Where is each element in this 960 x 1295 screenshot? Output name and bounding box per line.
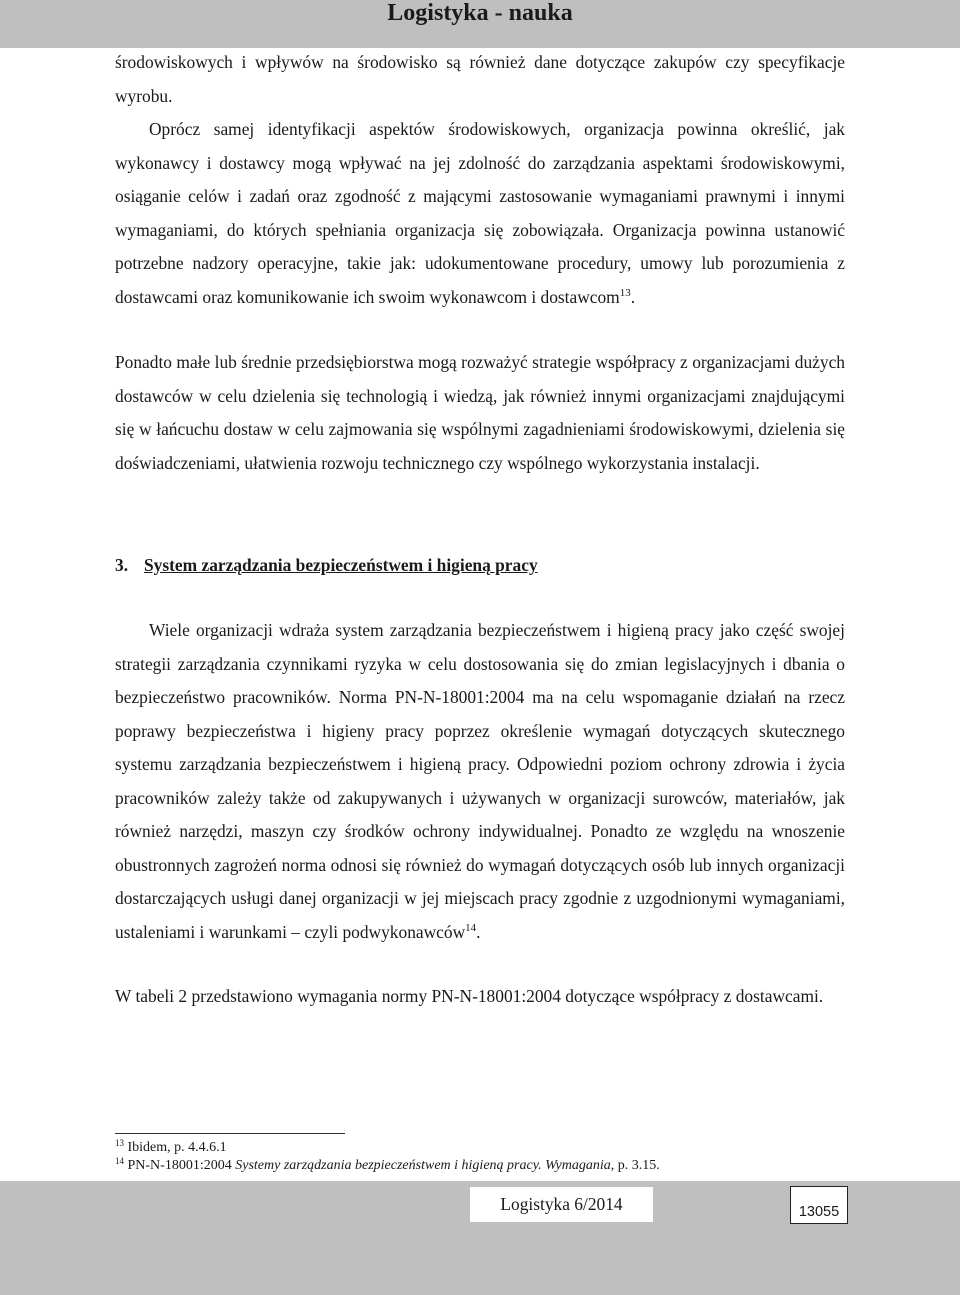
paragraph-continuation: środowiskowych i wpływów na środowisko są również dane dotyczące zakupów czy specyfikacje wyrobu. [115,52,845,106]
paragraph-text: Oprócz samej identyfikacji aspektów środowiskowych, organizacja powinna określić, jak wykonawcy i dostawcy mogą wpływać na jej zdolność do zarządzania aspektami środowiskowymi, osiąganie celów i zadań oraz zgodność z mającymi zastosowanie wymaganiami prawnymi i innymi wymaganiami, do których spełniania organizacja się zobowiązała. Organizacja powinna ustanowić potrzebne nadzory operacyjne, takie jak: udokumentowane procedury, umowy lub porozumienia z dostawcami oraz komunikowanie ich swoim wykonawcom i dostawcom [115,119,845,307]
section-number: 3. [115,555,129,575]
footnote-text: PN-N-18001:2004 [124,1158,236,1173]
footnote-ref-13[interactable]: 13 [619,286,631,299]
paragraph-end: . [476,921,481,942]
footnote-ref-14[interactable]: 14 [465,921,477,934]
footnote-14 [115,1157,845,1175]
footnote-separator [115,1133,345,1134]
section-title: System zarządzania bezpieczeństwem i higieną pracy [144,555,538,575]
section-heading [115,550,845,580]
paragraph-sme-cooperation: Ponadto małe lub średnie przedsiębiorstwa mogą rozważyć strategie współpracy z organizacjami dużych dostawców w celu dzielenia się technologią i wiedzą, jak również innymi organizacjami znajdującymi się w łańcuchu dostaw w celu zajmowania się wspólnymi zagadnieniami środowiskowymi, dzielenia się doświadczeniami, ułatwienia rozwoju technicznego czy wspólnego wykorzystania instalacji. [115,352,845,473]
footnote-text: Ibidem, p. 4.4.6.1 [124,1140,227,1155]
paragraph-text: Wiele organizacji wdraża system zarządzania bezpieczeństwem i higieną pracy jako część swojej strategii zarządzania czynnikami ryzyka w celu dostosowania się do zmian legislacyjnych i dbania o bezpieczeństwo pracowników. Norma PN-N-18001:2004 ma na celu wspomaganie działań na rzecz poprawy bezpieczeństwa i higieny pracy poprzez określenie wymagań dotyczących skutecznego systemu zarządzania bezpieczeństwem i higieną pracy. Odpowiedni poziom ochrony zdrowia i życia pracowników zależy także od zakupywanych i używanych w organizacji surowców, materiałów, jak również narzędzi, maszyn czy środków ochrony indywidualnej. Ponadto ze względu na wnoszenie obustronnych zagrożeń norma odnosi się również do wymagań dotyczących osób lub innych organizacji dostarczających usługi danej organizacji w jej miejscach pracy zgodnie z uzgodnionymi wymaganiami, ustaleniami i warunkami – czyli podwykonawców [115,620,845,942]
footnote-text: , p. 3.15. [610,1158,660,1173]
footnote-title-italic: Systemy zarządzania bezpieczeństwem i higieną pracy. Wymagania [235,1158,611,1173]
page-number: 13055 [790,1186,848,1224]
footnote-13 [115,1139,845,1157]
footnotes [115,1139,845,1175]
paragraph-end: . [630,286,636,307]
paragraph-ohs-system [115,614,845,949]
footnote-number: 13 [115,1138,124,1148]
paragraph-supplier-aspects [115,113,845,314]
footnote-number: 14 [115,1156,124,1166]
running-header-title: Logistyka - nauka [387,0,573,26]
journal-label: Logistyka 6/2014 [470,1187,653,1222]
paragraph-table-reference: W tabeli 2 przedstawiono wymagania normy PN-N-18001:2004 dotyczące współpracy z dostawcami. [115,986,824,1006]
